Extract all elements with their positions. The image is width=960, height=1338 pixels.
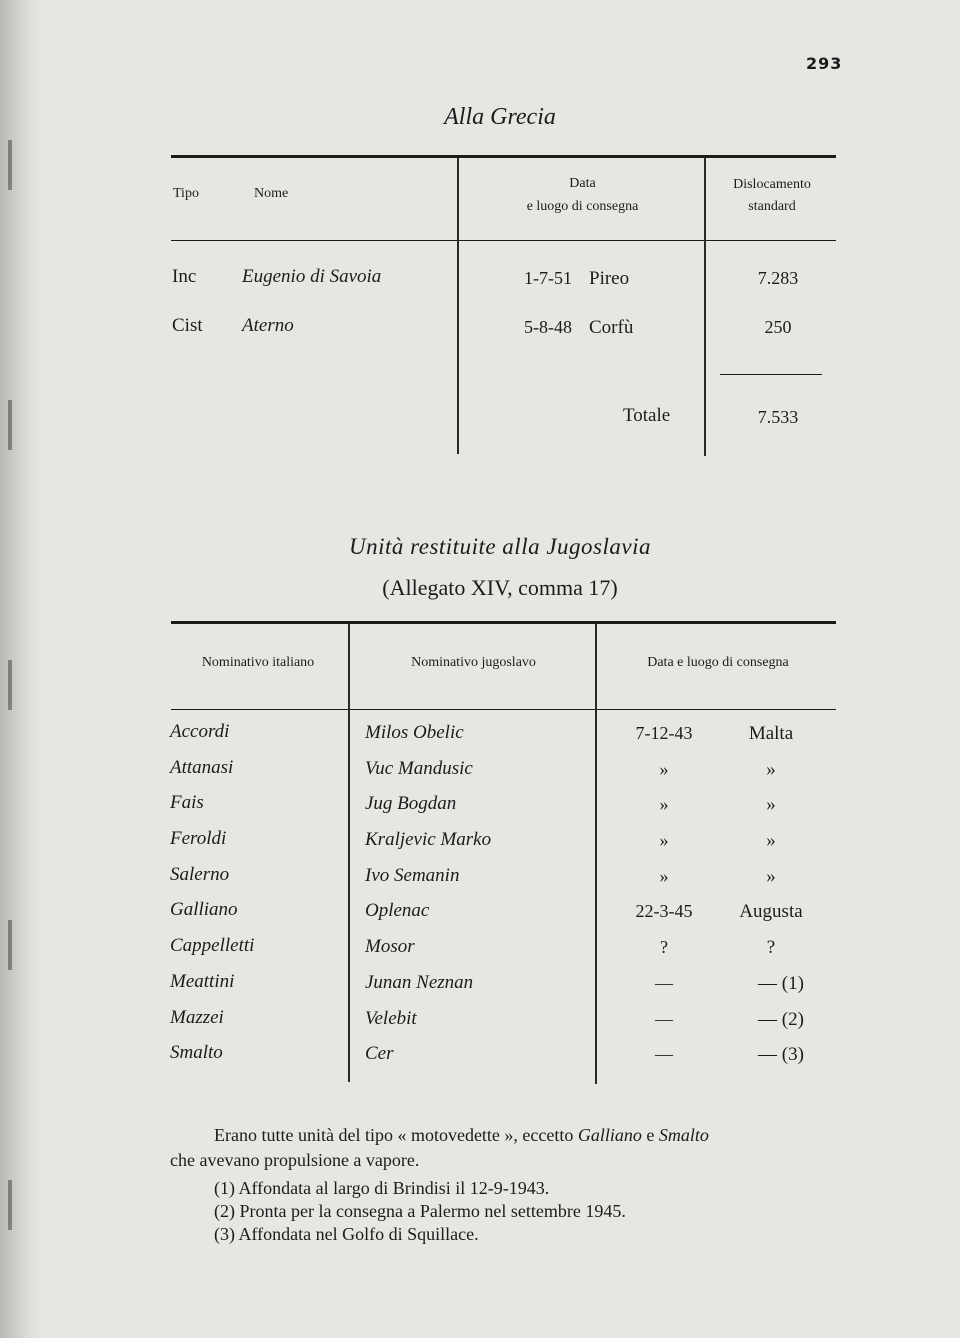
cell-luogo: — (1) — [758, 972, 804, 994]
greece-header-rule — [171, 240, 836, 241]
cell-italiano: Feroldi — [170, 828, 227, 850]
cell-jugoslavo: Oplenac — [365, 900, 430, 922]
greece-top-rule — [171, 155, 836, 158]
note-text: Erano tutte unità del tipo « motovedette », eccetto — [214, 1125, 578, 1145]
cell-italiano: Salerno — [170, 863, 230, 885]
cell-jugoslavo: Ivo Semanin — [365, 864, 460, 886]
table-row — [0, 1007, 960, 1043]
cell-data: » — [659, 830, 669, 851]
cell-jugoslavo: Milos Obelic — [365, 722, 464, 743]
cell-data: » — [659, 758, 669, 779]
cell-data: — — [655, 1008, 673, 1029]
greece-cell-nome: Aterno — [242, 315, 294, 336]
cell-luogo: ? — [766, 937, 776, 959]
greece-total-value: 7.533 — [757, 407, 799, 427]
cell-data: 7-12-43 — [635, 723, 693, 743]
greece-header-standard: standard — [748, 199, 796, 214]
greece-total-label: Totale — [623, 405, 671, 426]
yugoslavia-header-rule — [171, 709, 836, 710]
cell-luogo: — (2) — [758, 1008, 804, 1030]
cell-jugoslavo: Vuc Mandusic — [365, 757, 473, 779]
cell-jugoslavo: Mosor — [365, 936, 415, 958]
cell-italiano: Meattini — [170, 970, 235, 992]
greece-header-luogo: e luogo di consegna — [526, 199, 639, 214]
yugoslavia-header-data: Data e luogo di consegna — [647, 655, 789, 670]
cell-italiano: Accordi — [170, 721, 230, 742]
greece-cell-nome: Eugenio di Savoia — [242, 266, 382, 287]
cell-data: 22-3-45 — [635, 901, 693, 922]
yugoslavia-rows — [0, 721, 960, 1078]
cell-jugoslavo: Junan Neznan — [365, 971, 474, 993]
greece-cell-tipo: Inc — [172, 266, 197, 287]
table-row — [0, 1042, 960, 1078]
footnotes — [214, 1177, 626, 1246]
page-edge-shadow — [0, 0, 40, 1338]
binding-stitches — [8, 0, 12, 1338]
cell-italiano: Mazzei — [170, 1006, 224, 1028]
table-row — [0, 792, 960, 828]
cell-jugoslavo: Kraljevic Marko — [365, 829, 492, 851]
greece-cell-data: 5-8-48 — [524, 317, 572, 337]
cell-italiano: Attanasi — [170, 756, 234, 778]
cell-italiano: Cappelletti — [170, 935, 255, 957]
greece-cell-dislocamento: 250 — [764, 317, 792, 337]
table-row — [0, 899, 960, 935]
greece-cell-data: 1-7-51 — [524, 268, 572, 288]
greece-header-data: Data — [569, 176, 596, 191]
table-row — [0, 971, 960, 1007]
table-row — [0, 721, 960, 757]
cell-luogo: Augusta — [739, 901, 803, 923]
cell-data: » — [659, 794, 669, 815]
cell-luogo: — (3) — [758, 1044, 804, 1066]
greece-header-tipo: Tipo — [173, 186, 199, 201]
yugoslavia-header-italiano: Nominativo italiano — [201, 655, 315, 670]
cell-data: » — [659, 865, 669, 886]
greece-title: Alla Grecia — [444, 104, 556, 130]
greece-cell-luogo: Pireo — [589, 268, 630, 289]
greece-header-nome: Nome — [254, 186, 289, 201]
table-row — [0, 828, 960, 864]
cell-jugoslavo: Jug Bogdan — [365, 793, 457, 815]
cell-luogo: » — [766, 830, 776, 852]
table-row — [0, 935, 960, 971]
note-paragraph — [214, 1122, 854, 1148]
page-number: 293 — [806, 54, 843, 73]
note-smalto: Smalto — [658, 1125, 709, 1145]
note-and: e — [641, 1125, 659, 1145]
greece-sum-rule — [720, 374, 822, 375]
cell-data: ? — [660, 937, 668, 958]
note-galliano: Galliano — [577, 1125, 642, 1145]
yugoslavia-subtitle: (Allegato XIV, comma 17) — [382, 575, 618, 600]
cell-jugoslavo: Cer — [365, 1043, 394, 1065]
greece-cell-dislocamento: 7.283 — [757, 268, 799, 288]
yugoslavia-title: Unità restituite alla Jugoslavia — [349, 534, 651, 559]
cell-data: — — [655, 972, 673, 993]
cell-luogo: Malta — [748, 723, 794, 744]
cell-data: — — [655, 1044, 673, 1065]
cell-italiano: Smalto — [170, 1042, 223, 1064]
note-line-2: che avevano propulsione a vapore. — [170, 1150, 420, 1170]
table-row — [0, 864, 960, 900]
cell-luogo: » — [766, 758, 776, 780]
yugoslavia-top-rule — [171, 621, 836, 624]
cell-italiano: Fais — [170, 792, 204, 814]
greece-header-dislocamento: Dislocamento — [733, 177, 811, 192]
cell-italiano: Galliano — [170, 899, 238, 921]
footnote-2: (2) Pronta per la consegna a Palermo nel settembre 1945. — [214, 1201, 626, 1221]
footnote-1: (1) Affondata al largo di Brindisi il 12-9-1943. — [214, 1178, 550, 1198]
table-row — [0, 757, 960, 793]
footnote-3: (3) Affondata nel Golfo di Squillace. — [214, 1224, 479, 1244]
cell-luogo: » — [766, 794, 776, 816]
greece-cell-luogo: Corfù — [589, 317, 634, 338]
cell-jugoslavo: Velebit — [365, 1007, 417, 1029]
cell-luogo: » — [766, 865, 776, 887]
yugoslavia-header-jugoslavo: Nominativo jugoslavo — [411, 655, 536, 670]
greece-cell-tipo: Cist — [172, 315, 203, 336]
greece-col-divider-1 — [457, 158, 459, 454]
